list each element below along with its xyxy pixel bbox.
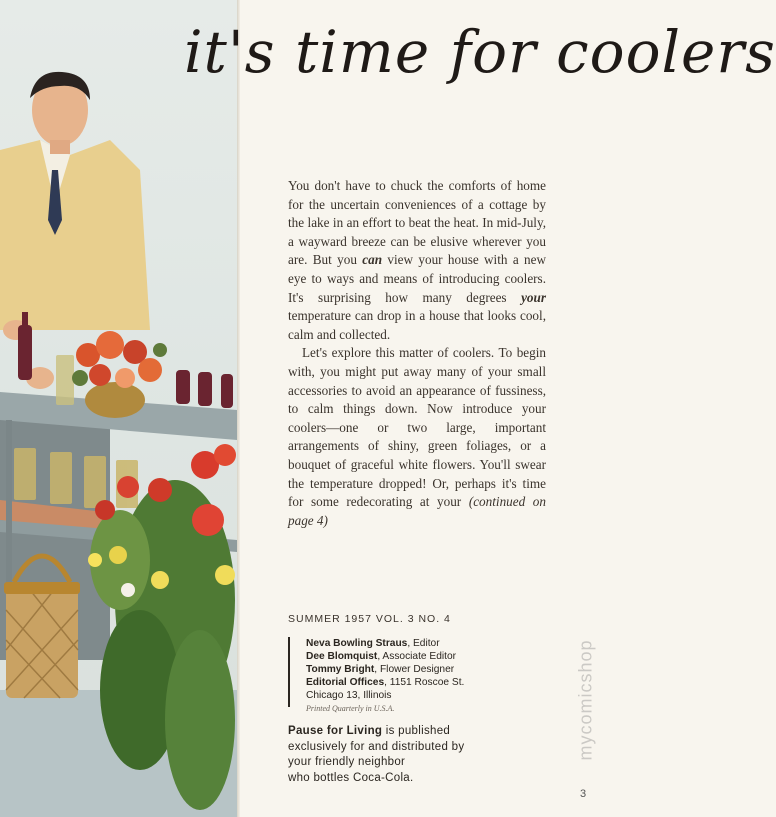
cover-photo [0,0,237,817]
flower-bowl [85,382,145,418]
photo-illustration [0,0,237,817]
page-number: 3 [580,788,587,800]
article-body [288,177,546,530]
masthead-associate-editor: Dee Blomquist, Associate Editor [306,651,457,662]
masthead-city: Chicago 13, Illinois [306,690,392,701]
paragraph-2: Let's explore this matter of coolers. To begin with, you might put away many of your small accessories to avoid an appearance of fussiness, to calm things down. Now introduce your coolers—one or two large, important arrangements of shiny, green foliages, or a bouquet of graceful white flowers. You'll swear the temperature dropped! Or, perhaps it's time for some redecorating at your (continued on page 4) [288,345,546,528]
masthead-flower-designer: Tommy Bright, Flower Designer [306,664,455,675]
masthead [288,637,556,713]
footer-line-2: exclusively for and distributed by [288,740,465,753]
glasses-top [56,355,74,405]
issue-line: SUMMER 1957 VOL. 3 NO. 4 [288,613,451,625]
masthead-printed: Printed Quarterly in U.S.A. [306,704,395,713]
paragraph-1: You don't have to chuck the comforts of home for the uncertain conveniences of a cottage by the lake in an effort to beat the heat. In mid-July, a wayward breeze can be elusive wherever you are. But you can view your house with a new eye to ways and means of introducing coolers. It's surprising how many degrees your temperature can drop in a house that looks cool, calm and collected. [288,178,546,342]
footer-line-3: your friendly neighbor [288,756,406,769]
flower-arrangement-top [72,331,167,388]
continued-link[interactable]: (continued on page 4) [288,494,546,528]
footer-line-1: Pause for Living is published [288,725,451,737]
masthead-offices: Editorial Offices, 1151 Roscoe St. [306,677,465,688]
watermark: mycomicshop [575,639,596,761]
man-neck [50,140,70,154]
page-title: it's time for coolers [184,18,776,86]
basket-rim [4,582,80,594]
page-spine [237,0,240,817]
footer-line-4: who bottles Coca-Cola. [288,771,414,784]
publisher-note [288,724,548,786]
man-jacket [0,140,150,330]
masthead-editor: Neva Bowling Straus, Editor [306,638,440,649]
